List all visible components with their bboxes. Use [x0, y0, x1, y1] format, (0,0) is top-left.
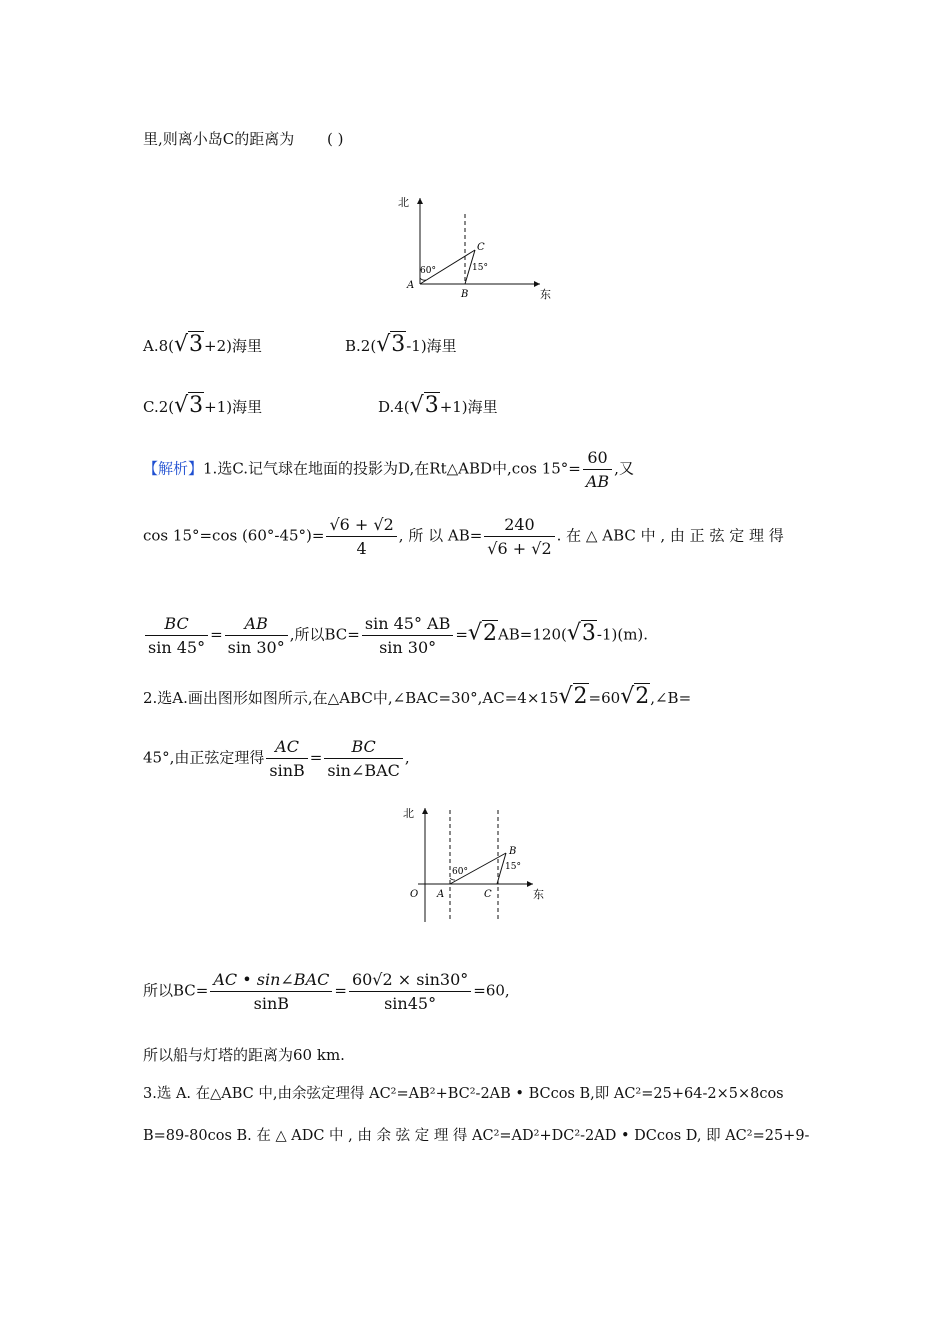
option-a [143, 332, 262, 357]
option-a-prefix: A.8( [143, 337, 174, 355]
fraction [362, 614, 453, 657]
option-c-prefix: C.2( [143, 398, 175, 416]
radicand: 2 [635, 684, 650, 709]
option-c [143, 393, 262, 418]
text: -1)(m). [596, 625, 649, 644]
text: 45°,由正弦定理得 [143, 748, 265, 767]
fraction [266, 737, 307, 780]
numerator: 240 [504, 515, 535, 534]
fraction [225, 614, 288, 657]
text: =60 [588, 689, 621, 707]
solution-3-line-1: 3.选 A. 在△ABC 中,由余弦定理得 AC²=AB²+BC²-2AB • BCcos B,即 AC²=25+64-2×5×8cos [143, 1086, 784, 1102]
text: =60, [473, 981, 510, 1000]
text: , 所 以 AB= [398, 526, 483, 545]
fraction [210, 970, 332, 1013]
fraction [484, 515, 554, 558]
numerator: 60 [587, 448, 608, 467]
text: ,又 [614, 459, 634, 478]
denominator: sinB [210, 991, 332, 1013]
option-b-prefix: B.2( [345, 337, 377, 355]
option-d-prefix: D.4( [378, 398, 410, 416]
fraction [349, 970, 471, 1013]
option-c-suffix: +1)海里 [204, 398, 263, 416]
text: 2.选A.画出图形如图所示,在△ABC中,∠BAC=30°,AC=4×15 [143, 689, 559, 707]
angle-60-label: 60° [452, 867, 468, 877]
numerator: AC [275, 737, 299, 756]
text: 1.选C.记气球在地面的投影为D,在Rt△ABD中,cos 15°= [203, 459, 581, 478]
sqrt-icon: √ [620, 684, 635, 709]
solution-2-conclusion: 所以船与灯塔的距离为60 km. [143, 1046, 345, 1064]
radicand: 3 [391, 332, 406, 357]
figure-2 [398, 800, 558, 926]
radicand: 3 [424, 393, 439, 418]
solution-2-line-3: 所以BC= $\frac{\text{AC • sin∠BAC}}{\sin B}$ = $\frac{60√2 \times \sin 30^\circ}{\sin 45^\circ}$ =60, [143, 970, 510, 1013]
numerator: 60√2 × sin30° [351, 970, 469, 989]
text: ,所以BC= [289, 625, 360, 644]
sqrt-icon: √ [467, 620, 482, 646]
text: ,∠B= [650, 689, 692, 707]
text: AB=120( [497, 625, 567, 644]
point-o-label: O [410, 889, 419, 900]
north-label: 北 [403, 807, 414, 820]
denominator: sin∠BAC [324, 758, 403, 780]
point-a-label: A [407, 280, 415, 291]
numerator: BC [351, 737, 376, 756]
sqrt-icon: √ [409, 393, 424, 418]
denominator: AB [583, 469, 612, 491]
denominator: sin 30° [362, 635, 453, 657]
denominator: sinB [266, 758, 307, 780]
point-c-label: C [484, 889, 492, 900]
text: , [404, 748, 410, 767]
sqrt-icon: √ [558, 684, 573, 709]
sqrt-icon: √ [174, 332, 189, 357]
figure-1 [395, 192, 560, 304]
north-label: 北 [398, 196, 409, 209]
text: cos 15°=cos (60°-45°)= [143, 526, 325, 545]
stem-text: 里,则离小岛C的距离为 [143, 130, 295, 148]
point-b-label: B [461, 289, 469, 300]
option-a-suffix: +2)海里 [204, 337, 262, 355]
option-b [345, 332, 457, 357]
numerator: BC [164, 614, 189, 633]
radicand: 3 [581, 620, 596, 646]
numerator: AB [244, 614, 268, 633]
angle-60-label: 60° [420, 266, 436, 276]
solution-line-2 [143, 515, 784, 558]
option-b-suffix: -1)海里 [406, 337, 457, 355]
denominator: sin 45° [145, 635, 208, 657]
radicand: 3 [189, 393, 204, 418]
solution-3-line-2: B=89-80cos B. 在 △ ADC 中 , 由 余 弦 定 理 得 AC²=AD²+DC²-2AD • DCcos D, 即 AC²=25+9- [143, 1128, 810, 1144]
denominator: 4 [326, 536, 396, 558]
answer-paren: ( ) [327, 130, 344, 148]
point-a-label: A [437, 889, 445, 900]
fraction [326, 515, 396, 558]
solution-2-line-2: 45°,由正弦定理得 $\frac{AC}{\sin B}$ = $\frac{BC}{\text{sin∠BAC}}$ , [143, 737, 410, 780]
option-d [378, 393, 498, 418]
analysis-tag: 【解析】 [143, 459, 204, 478]
east-label: 东 [533, 888, 544, 901]
denominator: sin 30° [225, 635, 288, 657]
numerator: sin 45° AB [364, 614, 451, 633]
point-b-label: B [509, 846, 517, 857]
solution-2-line-1 [143, 684, 691, 709]
radicand: 2 [482, 620, 497, 646]
fraction [324, 737, 403, 780]
solution-line-1 [143, 448, 634, 491]
solution-line-3: $\frac{BC}{\sin 45^\circ}$ = $\frac{AB}{\sin 30^\circ}$ ,所以BC= $\frac{\sin 45^\circ AB}{\sin 30^\circ}$ =√2AB=120(√3-1)(m). [143, 614, 648, 657]
denominator: √6 + √2 [484, 536, 554, 558]
text: 所以BC= [143, 981, 209, 1000]
text: . 在 △ ABC 中 , 由 正 弦 定 理 得 [556, 526, 784, 545]
option-d-suffix: +1)海里 [439, 398, 498, 416]
sqrt-icon: √ [566, 620, 581, 646]
point-c-label: C [477, 242, 485, 253]
numerator: √6 + √2 [329, 515, 394, 534]
sqrt-icon: √ [174, 393, 189, 418]
numerator: AC • sin∠BAC [213, 970, 330, 989]
radicand: 2 [573, 684, 588, 709]
denominator: sin45° [349, 991, 471, 1013]
question-stem-tail [143, 128, 344, 149]
angle-15-label: 15° [472, 263, 488, 273]
fraction [145, 614, 208, 657]
angle-15-label: 15° [505, 862, 521, 872]
fraction [583, 448, 612, 491]
radicand: 3 [189, 332, 204, 357]
sqrt-icon: √ [376, 332, 391, 357]
east-label: 东 [540, 288, 551, 301]
